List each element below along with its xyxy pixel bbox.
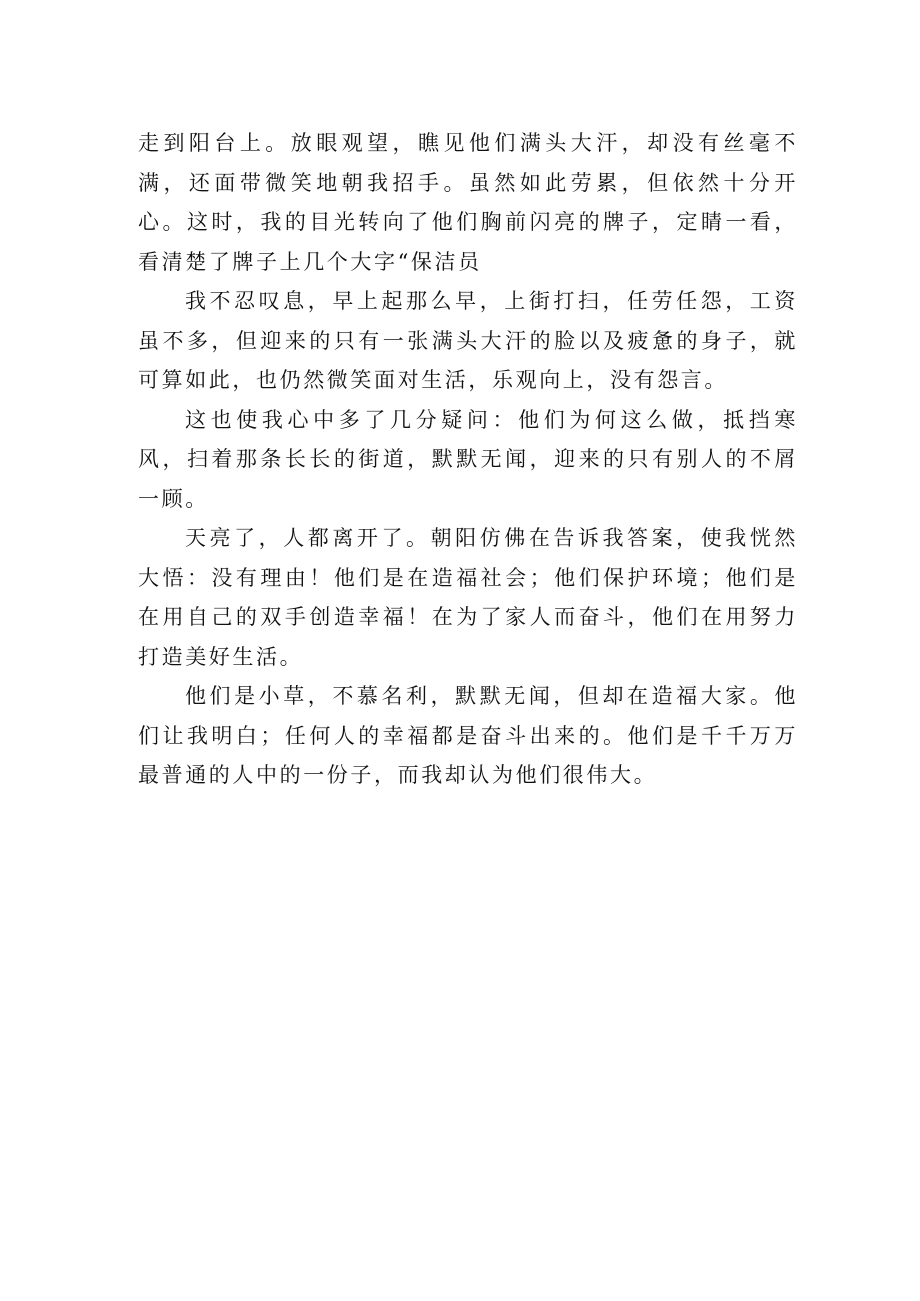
paragraph-5: 他们是小草，不慕名利，默默无闻，但却在造福大家。他们让我明白；任何人的幸福都是奋斗出来的。他们是千千万万最普通的人中的一份子，而我却认为他们很伟大。: [138, 684, 798, 787]
paragraph-3: 这也使我心中多了几分疑问：他们为何这么做，抵挡寒风，扫着那条长长的街道，默默无闻，迎来的只有别人的不屑一顾。: [138, 407, 798, 511]
document-body: [138, 124, 798, 796]
paragraph-4: 天亮了，人都离开了。朝阳仿佛在告诉我答案，使我恍然大悟：没有理由！他们是在造福社会；他们保护环境；他们是在用自己的双手创造幸福！在为了家人而奋斗，他们在用努力打造美好生活。: [138, 526, 798, 669]
paragraph-1: 走到阳台上。放眼观望，瞧见他们满头大汗，却没有丝毫不满，还面带微笑地朝我招手。虽然如此劳累，但依然十分开心。这时，我的目光转向了他们胸前闪亮的牌子，定睛一看，看清楚了牌子上几个大字“保洁员: [138, 131, 798, 274]
paragraph-2: 我不忍叹息，早上起那么早，上街打扫，任劳任怨，工资虽不多，但迎来的只有一张满头大汗的脸以及疲惫的身子，就可算如此，也仍然微笑面对生活，乐观向上，没有怨言。: [138, 289, 798, 392]
